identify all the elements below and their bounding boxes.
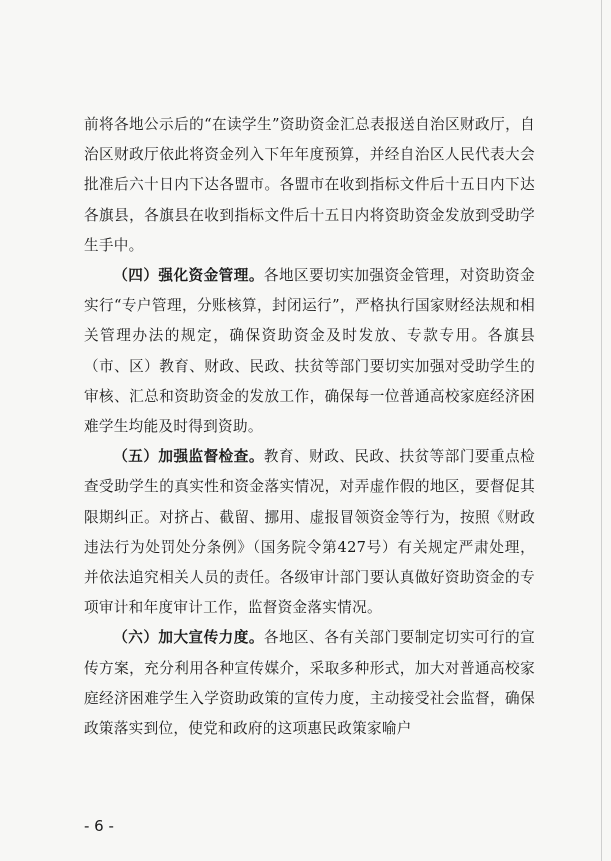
paragraph-publicity: [84, 623, 535, 744]
paragraph-text: 前将各地公示后的“在读学生”资助资金汇总表报送自治区财政厅，自治区财政厅依此将资金列入下年年度预算，并经自治区人民代表大会批准后六十日内下达各盟市。各盟市在收到指标文件后十五日内下达各旗县，各旗县在收到指标文件后十五日内将资助资金发放到受助学生手中。: [84, 116, 535, 254]
section-heading: （六）加大宣传力度。: [113, 629, 264, 647]
page-number: - 6 -: [84, 817, 114, 835]
section-heading: （五）加强监督检查。: [113, 448, 264, 466]
paragraph-supervision: [84, 442, 535, 623]
paragraph-text: 各地区、各有关部门要制定切实可行的宣传方案，充分利用各种宣传媒介，采取多种形式，加大对普通高校家庭经济困难学生入学资助政策的宣传力度，主动接受社会监督，确保政策落实到位，使党和政府的这项惠民政策家喻户: [84, 629, 535, 738]
body-text: [84, 110, 535, 744]
paragraph-continuation: [84, 110, 535, 261]
paragraph-text: 教育、财政、民政、扶贫等部门要重点检查受助学生的真实性和资金落实情况，对弄虚作假的地区，要督促其限期纠正。对挤占、截留、挪用、虚报冒领资金等行为，按照《财政违法行为处罚处分条例》（国务院令第427号）有关规定严肃处理，并依法追究相关人员的责任。各级审计部门要认真做好资助资金的专项审计和年度审计工作，监督资金落实情况。: [84, 448, 535, 617]
paragraph-text: 各地区要切实加强资金管理，对资助资金实行“专户管理，分账核算，封闭运行”，严格执行国家财经法规和相关管理办法的规定，确保资助资金及时发放、专款专用。各旗县（市、区）教育、财政、民政、扶贫等部门要切实加强对受助学生的审核、汇总和资助资金的发放工作，确保每一位普通高校家庭经济困难学生均能及时得到资助。: [84, 267, 535, 436]
page-edge-line: [601, 0, 602, 861]
section-heading: （四）强化资金管理。: [113, 267, 264, 285]
paragraph-fund-management: [84, 261, 535, 442]
